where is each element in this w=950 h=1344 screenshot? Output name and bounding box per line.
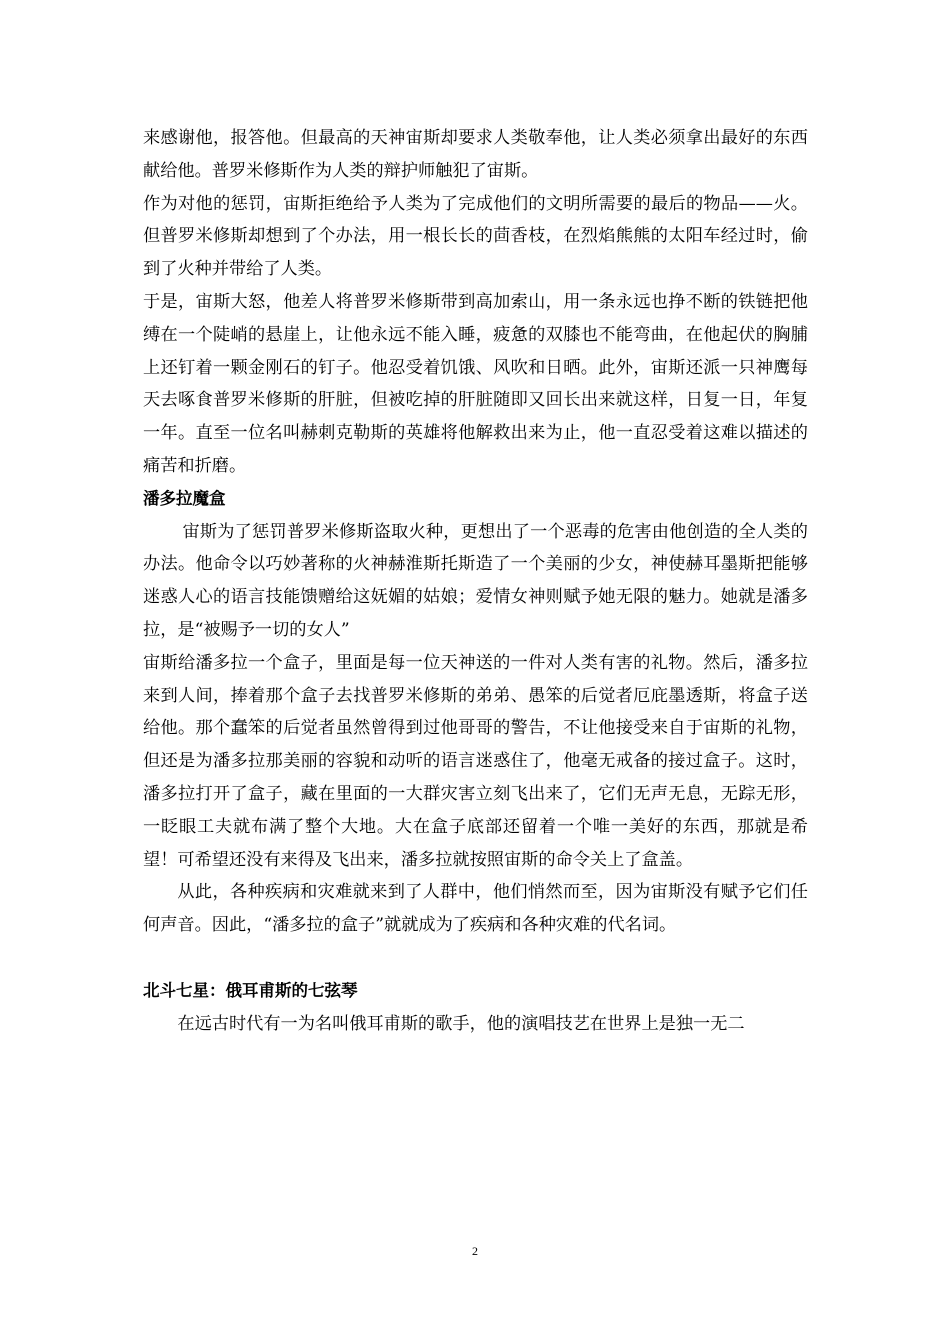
paragraph-prometheus-punishment: 于是，宙斯大怒，他差人将普罗米修斯带到高加索山，用一条永远也挣不断的铁链把他缚在一个陡峭的悬崖上，让他永远不能入睡，疲惫的双膝也不能弯曲，在他起伏的胸脯上还钉着一颗金刚石的钉子。他忍受着饥饿、风吹和日晒。此外，宙斯还派一只神鹰每天去啄食普罗米修斯的肝脏，但被吃掉的肝脏随即又回长出来就这样，日复一日，年复一年。直至一位名叫赫刺克勒斯的英雄将他解救出来为止，他一直忍受着这难以描述的痛苦和折磨。 xyxy=(143,291,808,476)
paragraph-pandora-creation: 宙斯为了惩罚普罗米修斯盗取火种，更想出了一个恶毒的危害由他创造的全人类的办法。他命令以巧妙著称的火神赫淮斯托斯造了一个美丽的少女，神使赫耳墨斯把能够迷惑人心的语言技能馈赠给这妩媚的姑娘；爱情女神则赋予她无限的魅力。她就是潘多拉，是“被赐予一切的女人” xyxy=(143,521,808,640)
section-spacer xyxy=(143,942,808,975)
paragraph-pandora-meaning: 从此，各种疾病和灾难就来到了人群中，他们悄然而至，因为宙斯没有赋予它们任何声音。因此，“潘多拉的盒子”就就成为了疾病和各种灾难的代名词。 xyxy=(143,882,808,936)
page-number: 2 xyxy=(472,1244,478,1258)
paragraph-pandora-box-opened: 宙斯给潘多拉一个盒子，里面是每一位天神送的一件对人类有害的礼物。然后，潘多拉来到人间，捧着那个盒子去找普罗米修斯的弟弟、愚笨的后觉者厄庇墨透斯，将盒子送给他。那个蠢笨的后觉者虽然曾得到过他哥哥的警告，不让他接受来自于宙斯的礼物，但还是为潘多拉那美丽的容貌和动听的语言迷惑住了，他毫无戒备的接过盒子。这时，潘多拉打开了盒子，藏在里面的一大群灾害立刻飞出来了，它们无声无息，无踪无形，一眨眼工夫就布满了整个大地。大在盒子底部还留着一个唯一美好的东西，那就是希望！可希望还没有来得及飞出来，潘多拉就按照宙斯的命令关上了盒盖。 xyxy=(143,652,808,870)
paragraph-prometheus-thanks: 来感谢他，报答他。但最高的天神宙斯却要求人类敬奉他，让人类必须拿出最好的东西献给他。普罗米修斯作为人类的辩护师触犯了宙斯。 xyxy=(143,128,808,181)
heading-pandora-box: 潘多拉魔盒 xyxy=(143,488,226,508)
document-body xyxy=(143,122,808,1040)
heading-orpheus-lyre: 北斗七星：俄耳甫斯的七弦琴 xyxy=(143,980,358,1000)
paragraph-orpheus-intro: 在远古时代有一为名叫俄耳甫斯的歌手，他的演唱技艺在世界上是独一无二 xyxy=(177,1013,745,1034)
paragraph-prometheus-fire: 作为对他的惩罚，宙斯拒绝给予人类为了完成他们的文明所需要的最后的物品——火。但普罗米修斯却想到了个办法，用一根长长的茴香枝，在烈焰熊熊的太阳车经过时，偷到了火种并带给了人类。 xyxy=(143,193,808,280)
